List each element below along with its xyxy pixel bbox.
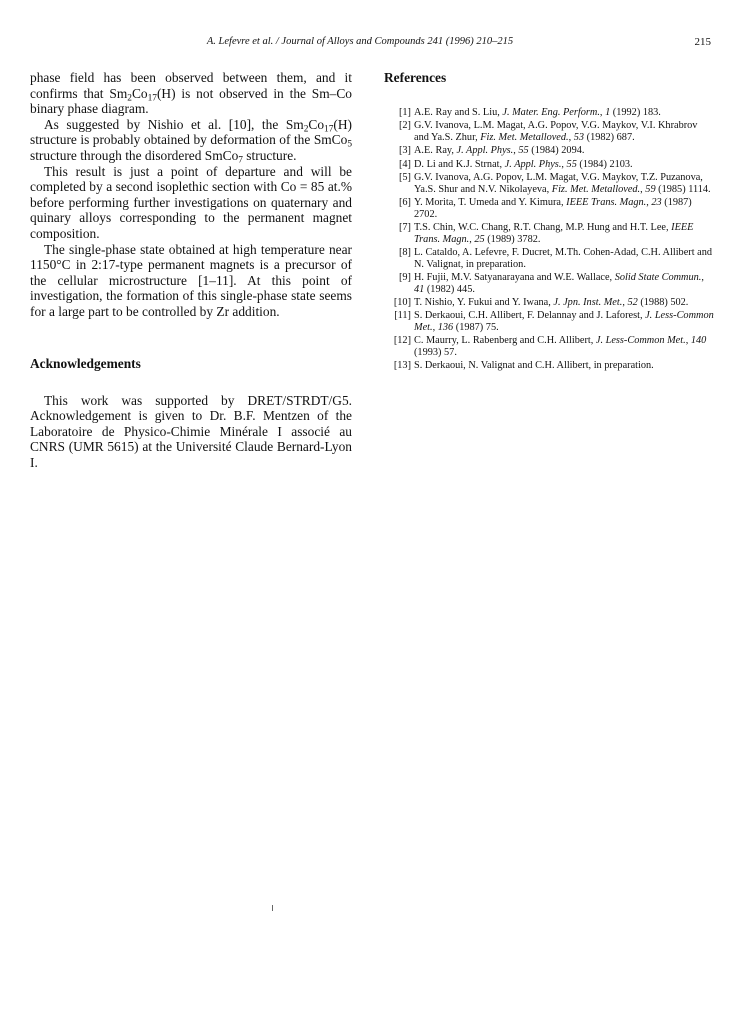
right-column <box>384 70 714 374</box>
reference-text: T.S. Chin, W.C. Chang, R.T. Chang, M.P. Hung and H.T. Lee, IEEE Trans. Magn., 25 (1989) 3782. <box>414 222 694 245</box>
reference-item <box>384 335 714 358</box>
references-heading: References <box>384 70 447 85</box>
reference-item <box>384 120 714 143</box>
acknowledgements-heading: Acknowledgements <box>30 355 141 371</box>
reference-number: [1] <box>398 107 411 118</box>
running-title: A. Lefevre et al. / Journal of Alloys and Compounds 241 (1996) 210–215 <box>206 36 514 47</box>
reference-number: [2] <box>398 120 411 132</box>
reference-text: D. Li and K.J. Strnat, J. Appl. Phys., 55 (1984) 2103. <box>414 158 633 170</box>
reference-text: A.E. Ray, J. Appl. Phys., 55 (1984) 2094. <box>414 145 585 157</box>
reference-text: H. Fujii, M.V. Satyanarayana and W.E. Wallace, Solid State Commun., 41 (1982) 445. <box>414 272 704 295</box>
body-paragraph-4: The single-phase state obtained at high temperature near 1150°C in 2:17-type permanent magnets is a precursor of the cellular microstructure [1–11]. At this point of investigation, the formation of this single-phase state seems for a large part to be controlled by Zr addition. <box>30 241 352 319</box>
reference-text: Y. Morita, T. Umeda and Y. Kimura, IEEE Trans. Magn., 23 (1987) 2702. <box>414 197 692 220</box>
reference-text: G.V. Ivanova, A.G. Popov, L.M. Magat, V.G. Maykov, T.Z. Puzanova, Ya.S. Shur and N.V. Nikolayeva, Fiz. Met. Metalloved., 59 (1985) 1114. <box>414 172 711 195</box>
acknowledgements-text: This work was supported by DRET/STRDT/G5. Acknowledgement is given to Dr. B.F. Mentzen of the Laboratoire de Physico-Chimie Minérale I associé au CNRS (UMR 5615) at the Université Claude Bernard-Lyon I. <box>30 392 352 470</box>
reference-number: [5] <box>398 172 411 184</box>
reference-item <box>384 145 714 157</box>
reference-number: [8] <box>398 247 411 259</box>
reference-text: S. Derkaoui, N. Valignat and C.H. Allibert, in preparation. <box>414 360 654 372</box>
reference-number: [3] <box>398 145 411 157</box>
reference-number: [4] <box>398 158 411 170</box>
reference-item <box>384 360 714 372</box>
reference-text: A.E. Ray and S. Liu, J. Mater. Eng. Perform., 1 (1992) 183. <box>414 107 661 118</box>
reference-item <box>384 107 714 119</box>
reference-text: G.V. Ivanova, L.M. Magat, A.G. Popov, V.G. Maykov, V.I. Khrabrov and Ya.S. Zhur, Fiz. Met. Metalloved., 53 (1982) 687. <box>414 120 698 143</box>
reference-text: T. Nishio, Y. Fukui and Y. Iwana, J. Jpn. Inst. Met., 52 (1988) 502. <box>414 297 689 309</box>
reference-item <box>384 159 714 171</box>
page-number: 215 <box>694 36 711 48</box>
reference-text: S. Derkaoui, C.H. Allibert, F. Delannay and J. Laforest, J. Less-Common Met., 136 (1987) 75. <box>414 310 714 334</box>
page-mark <box>272 905 273 911</box>
body-paragraph-3: This result is just a point of departure and will be completed by a second isoplethic section with Co = 85 at.% before performing further investigations on quaternary and quinary alloys corresponding to the permanent magnet composition. <box>30 163 352 241</box>
reference-number: [7] <box>398 222 411 234</box>
reference-number: [12] <box>393 335 411 347</box>
left-column <box>30 70 352 470</box>
reference-number: [13] <box>393 360 411 372</box>
reference-number: [6] <box>398 197 411 209</box>
reference-list <box>384 107 714 372</box>
running-header <box>0 36 755 52</box>
reference-item <box>384 297 714 309</box>
reference-text: C. Maurry, L. Rabenberg and C.H. Allibert, J. Less-Common Met., 140 (1993) 57. <box>414 335 707 359</box>
body-paragraph-1: phase field has been observed between them, and it confirms that $Sm_2Co_{17}(H)$ is not observed in the Sm–Co binary phase diagram. <box>30 70 352 117</box>
body-paragraph-2: As suggested by Nishio et al. [10], the $Sm_2Co_{17}(H)$ structure is probably obtained by deformation of the SmCo$_5$ structure through the disordered SmCo$_7$ structure. <box>30 116 352 166</box>
reference-number: [9] <box>398 272 411 284</box>
reference-item <box>384 310 714 333</box>
reference-item <box>384 197 714 220</box>
reference-text: L. Cataldo, A. Lefevre, F. Ducret, M.Th. Cohen-Adad, C.H. Allibert and N. Valignat, in preparation. <box>414 247 713 270</box>
reference-number: [11] <box>394 310 411 322</box>
reference-number: [10] <box>393 297 411 309</box>
reference-item <box>384 272 714 295</box>
reference-item <box>384 172 714 195</box>
reference-item <box>384 222 714 245</box>
reference-item <box>384 247 714 270</box>
